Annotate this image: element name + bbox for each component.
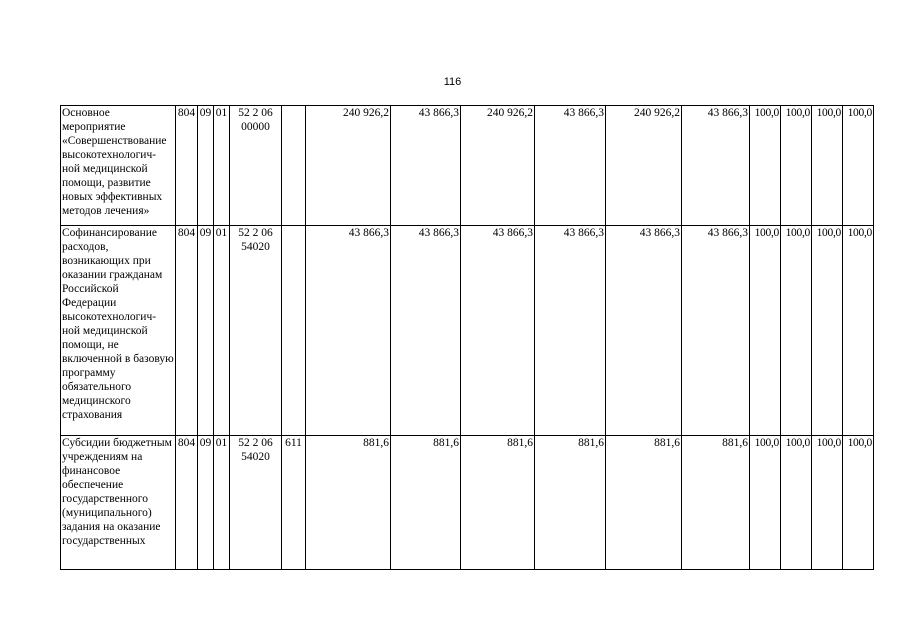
amount-cell: 43 866,3 — [606, 226, 682, 436]
expense-type-code: 611 — [282, 436, 306, 570]
amount-cell: 43 866,3 — [461, 226, 535, 436]
amount-cell: 881,6 — [535, 436, 606, 570]
percent-cell: 100,0 — [843, 106, 874, 226]
percent-cell: 100,0 — [781, 436, 812, 570]
subsection-code: 01 — [214, 106, 230, 226]
percent-cell: 100,0 — [781, 106, 812, 226]
amount-cell: 881,6 — [682, 436, 750, 570]
amount-cell: 240 926,2 — [306, 106, 391, 226]
amount-cell: 881,6 — [606, 436, 682, 570]
budget-table — [60, 105, 874, 570]
amount-cell: 43 866,3 — [391, 106, 461, 226]
subsection-code: 01 — [214, 436, 230, 570]
percent-cell: 100,0 — [812, 226, 843, 436]
table-row — [61, 436, 874, 570]
percent-cell: 100,0 — [750, 226, 781, 436]
percent-cell: 100,0 — [843, 226, 874, 436]
percent-cell: 100,0 — [750, 106, 781, 226]
amount-cell: 43 866,3 — [535, 226, 606, 436]
target-article-code: 52 2 06 54020 — [230, 226, 282, 436]
percent-cell: 100,0 — [781, 226, 812, 436]
amount-cell: 881,6 — [461, 436, 535, 570]
expense-type-code — [282, 226, 306, 436]
amount-cell: 43 866,3 — [682, 106, 750, 226]
amount-cell: 881,6 — [391, 436, 461, 570]
percent-cell: 100,0 — [812, 106, 843, 226]
page-number: 116 — [443, 76, 462, 88]
target-article-code: 52 2 06 54020 — [230, 436, 282, 570]
target-article-code: 52 2 06 00000 — [230, 106, 282, 226]
ministry-code: 804 — [176, 436, 198, 570]
expense-type-code — [282, 106, 306, 226]
section-code: 09 — [198, 106, 214, 226]
amount-cell: 43 866,3 — [682, 226, 750, 436]
amount-cell: 881,6 — [306, 436, 391, 570]
row-name: Софинансирование расходов, возникающих при оказании гражданам Российской Федерации высокотехнологич-ной медицинской помощи, не включенной в базовую программу обязательного медицинского страхования — [61, 226, 176, 436]
row-name: Субсидии бюджетным учреждениям на финансовое обеспечение государственного (муниципального) задания на оказание государственных — [61, 436, 176, 570]
percent-cell: 100,0 — [843, 436, 874, 570]
amount-cell: 43 866,3 — [306, 226, 391, 436]
amount-cell: 43 866,3 — [391, 226, 461, 436]
ministry-code: 804 — [176, 226, 198, 436]
row-name: Основное мероприятие «Совершенствование высокотехнологич-ной медицинской помощи, развитие новых эффективных методов лечения» — [61, 106, 176, 226]
amount-cell: 240 926,2 — [606, 106, 682, 226]
ministry-code: 804 — [176, 106, 198, 226]
subsection-code: 01 — [214, 226, 230, 436]
percent-cell: 100,0 — [812, 436, 843, 570]
amount-cell: 240 926,2 — [461, 106, 535, 226]
table-row — [61, 106, 874, 226]
section-code: 09 — [198, 436, 214, 570]
section-code: 09 — [198, 226, 214, 436]
percent-cell: 100,0 — [750, 436, 781, 570]
table-row — [61, 226, 874, 436]
amount-cell: 43 866,3 — [535, 106, 606, 226]
